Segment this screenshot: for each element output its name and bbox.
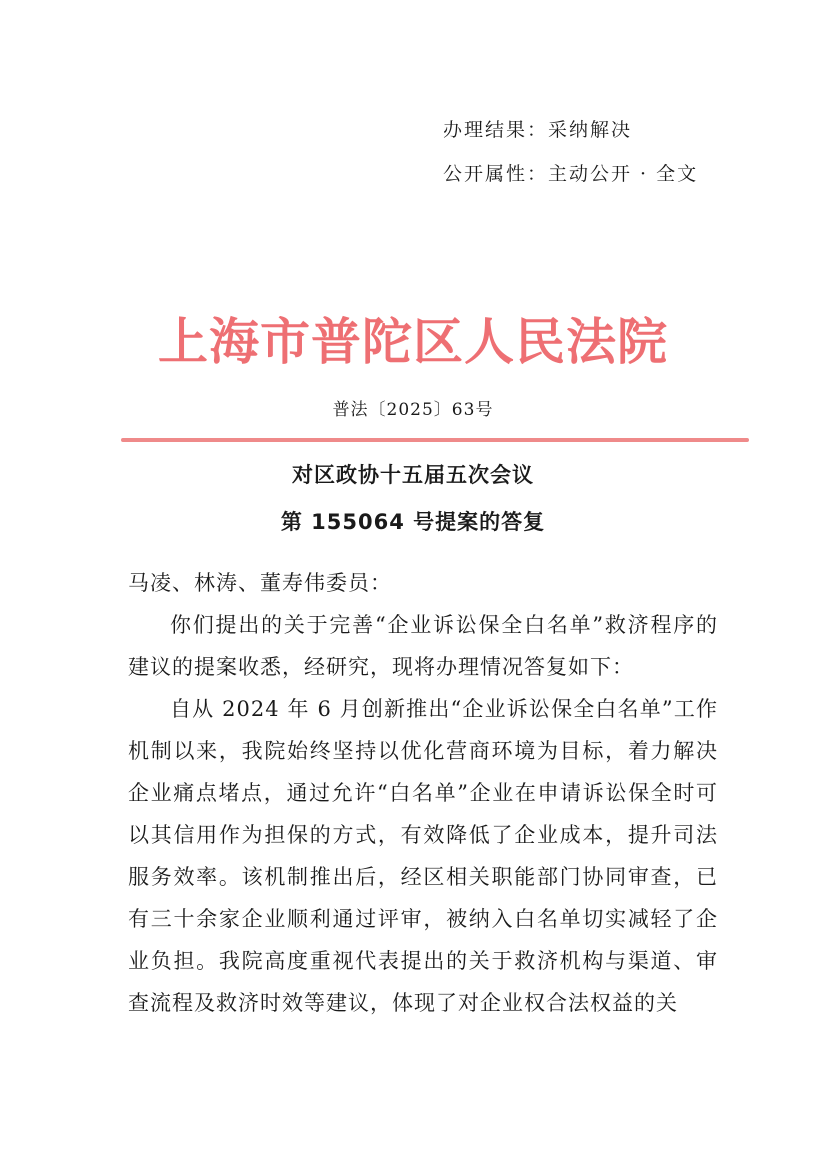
document-number: 普法〔2025〕63号 — [332, 400, 494, 420]
red-divider-line — [121, 438, 749, 442]
salutation: 马凌、林涛、董寿伟委员： — [128, 571, 392, 595]
body-paragraph: 自从 2024 年 6 月创新推出“企业诉讼保全白名单”工作机制以来，我院始终坚持以优化营商环境为目标，着力解决企业痛点堵点，通过允许“白名单”企业在申请诉讼保全时可以其信用作为担保的方式，有效降低了企业成本，提升司法服务效率。该机制推出后，经区相关职能部门协同审查，已有三十余家企业顺利通过评审，被纳入白名单切实减轻了企业负担。我院高度重视代表提出的关于救济机构与渠道、审查流程及救济时效等建议，体现了对企业权合法权益的关 — [128, 697, 718, 1015]
reply-body — [128, 562, 718, 1024]
reply-title-line-2: 第 155064 号提案的答复 — [280, 510, 546, 534]
issuing-organization-title: 上海市普陀区人民法院 — [158, 313, 668, 371]
publicity-attribute-label: 公开属性：主动公开 · 全文 — [443, 163, 699, 185]
reply-title-line-1: 对区政协十五届五次会议 — [292, 463, 534, 487]
body-paragraph: 你们提出的关于完善“企业诉讼保全白名单”救济程序的建议的提案收悉，经研究，现将办理情况答复如下： — [128, 613, 718, 679]
handling-result-label: 办理结果：采纳解决 — [443, 119, 633, 141]
